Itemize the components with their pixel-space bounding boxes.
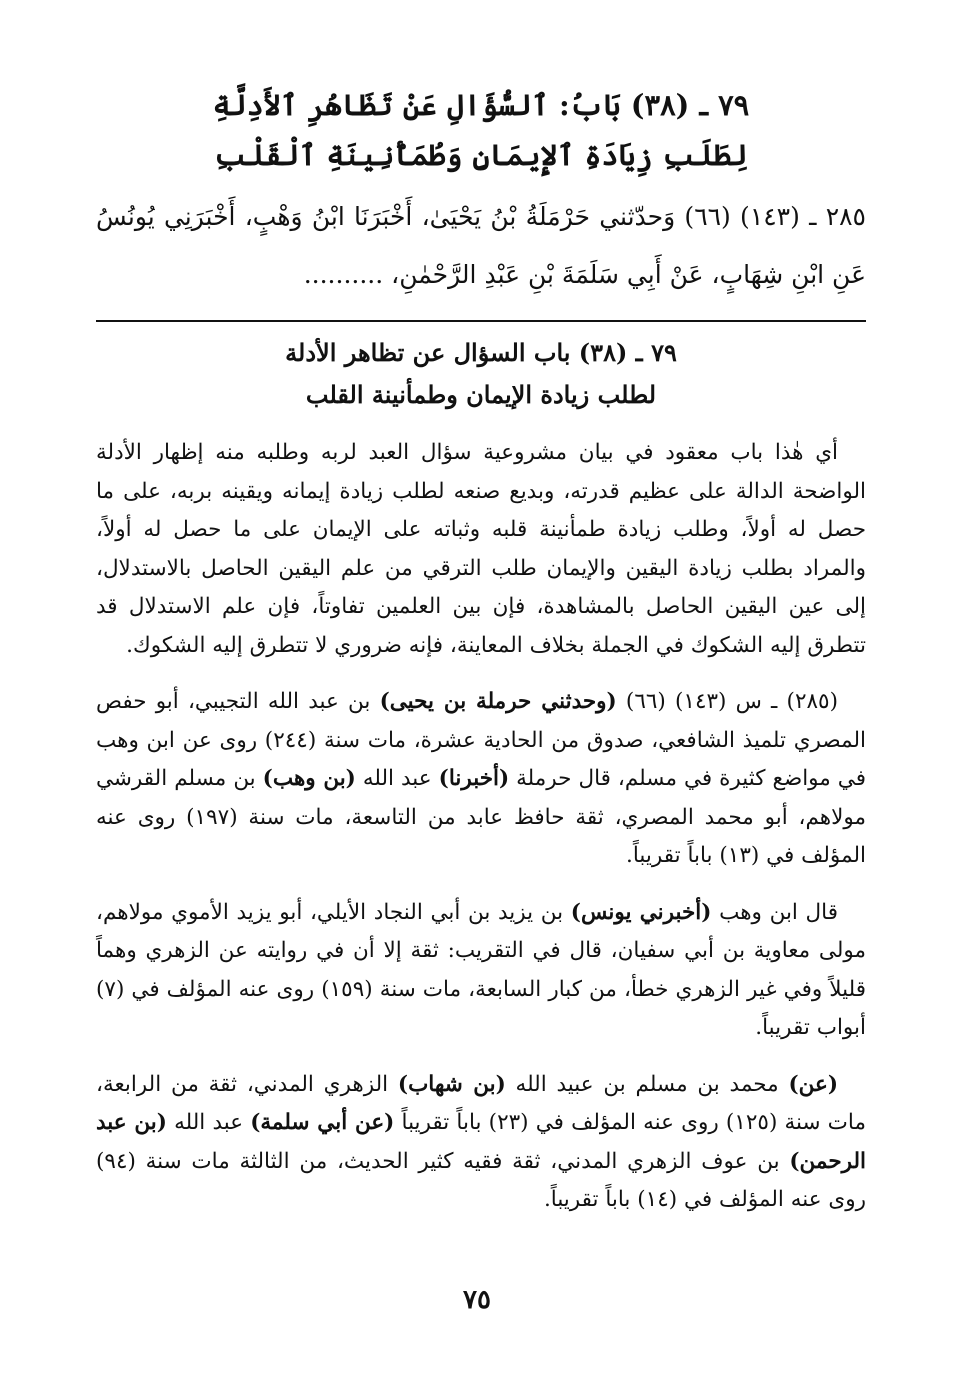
bold-run: (بن وهب): [262, 766, 356, 791]
commentary-paragraph-2: [96, 683, 866, 876]
separator-line: [96, 320, 866, 322]
bold-run: (أخبرنا): [438, 766, 510, 791]
text-run: بن يزيد بن أبي النجاد الأيلي، أبو يزيد الأموي مولاهم، مولى معاوية بن أبي سفيان، قال في التقريب: ثقة إلا أن في روايته عن الزهري وهماً قليلاً وفي غير الزهري خطأ، من كبار السابعة، مات سنة (١٥٩) روى عنه المؤلف في (٧) أبواب تقريباً.: [96, 899, 867, 1040]
bold-run: (بن عبد الرحمن): [96, 1110, 866, 1174]
bold-run: (عن): [788, 1071, 838, 1097]
text-run: بن عوف الزهري المدني، ثقة فقيه كثير الحديث، من الثالثة مات سنة (٩٤) روى عنه المؤلف في (١٤) باباً تقريباً.: [96, 1148, 866, 1212]
bold-run: (بن شهاب): [397, 1071, 506, 1097]
bold-run: (عن أبي سلمة): [250, 1110, 395, 1135]
text-run: محمد بن مسلم بن عبيد الله: [505, 1071, 789, 1097]
text-run: بن عبد الله التجيبي، أبو حفص المصري تلميذ الشافعي، صدوق من الحادية عشرة، مات سنة (٢٤٤) روى عن ابن وهب في مواضع كثيرة في مسلم، قال حرملة: [96, 689, 866, 791]
chapter-heading: [96, 80, 866, 180]
commentary-paragraph-3: [96, 894, 866, 1048]
bold-run: (أخبرني يونس): [570, 899, 712, 925]
text-run: عبد الله: [166, 1110, 251, 1135]
commentary-heading-line1: ٧٩ ـ (٣٨) باب السؤال عن تظاهر الأدلة: [285, 338, 677, 367]
text-run: عبد الله: [355, 766, 439, 791]
commentary-paragraph-1: أي هٰذا باب معقود في بيان مشروعية سؤال العبد لربه وطلبه منه إظهار الأدلة الواضحة الدالة على عظيم قدرته، وبديع صنعه لطلب زيادة إيمانه ويقينه بربه، على ما حصل له أولاً، وطلب زيادة طمأنينة قلبه وثباته على الإيمان على ما حصل له أولاً، والمراد بطلب زيادة اليقين والإيمان طلب الترقي من علم اليقين الحاصل بالاستدلال، إلى عين اليقين الحاصل بالمشاهدة، فإن بين العلمين تفاوتاً، فإن علم الاستدلال قد تتطرق إليه الشكوك في الجملة بخلاف المعاينة، فإنه ضروري لا تتطرق إليه الشكوك.: [96, 440, 866, 658]
text-run: بن مسلم القرشي مولاهم، أبو محمد المصري، ثقة حافظ عابد من التاسعة، مات سنة (١٩٧) روى عنه المؤلف في (١٣) باباً تقريباً.: [96, 766, 866, 868]
text-run: قال ابن وهب: [711, 899, 838, 925]
chapter-heading-line2: لِطَلَبِ زِيَادَةِ ٱلإِيمَانِ وَطُمَأْنِينَةِ ٱلْقَلْبِ: [214, 138, 748, 172]
chapter-heading-line1: ٧٩ ـ (٣٨) بَابُ: ٱلسُّؤَالِ عَنْ تَظَاهُرِ ٱلأَدِلَّةِ: [212, 88, 750, 122]
hadith-text: ٢٨٥ ـ (١٤٣) (٦٦) وَحدّثني حَرْمَلَةُ بْنُ يَحْيَىٰ، أَخْبَرَنَا ابْنُ وَهْبٍ، أَخْبَرَنِي يُونُسُ عَنِ ابْنِ شِهَابٍ، عَنْ أَبِي سَلَمَةَ بْنِ عَبْدِ الرَّحْمٰنِ، ..........: [96, 202, 866, 289]
page-number: ٧٥: [463, 1285, 491, 1315]
bold-run: (وحدثني حرملة بن يحيى): [379, 689, 617, 714]
text-run: الزهري المدني، ثقة من الرابعة، مات سنة (١٢٥) روى عنه المؤلف في (٢٣) باباً تقريباً: [96, 1071, 866, 1135]
commentary-heading: [96, 332, 866, 416]
commentary-heading-line2: لطلب زيادة الإيمان وطمأنينة القلب: [305, 380, 657, 409]
commentary-paragraph-4: [96, 1066, 866, 1220]
text-run: (٢٨٥) ـ س (١٤٣) (٦٦): [616, 689, 838, 714]
page-content: [96, 70, 866, 1220]
